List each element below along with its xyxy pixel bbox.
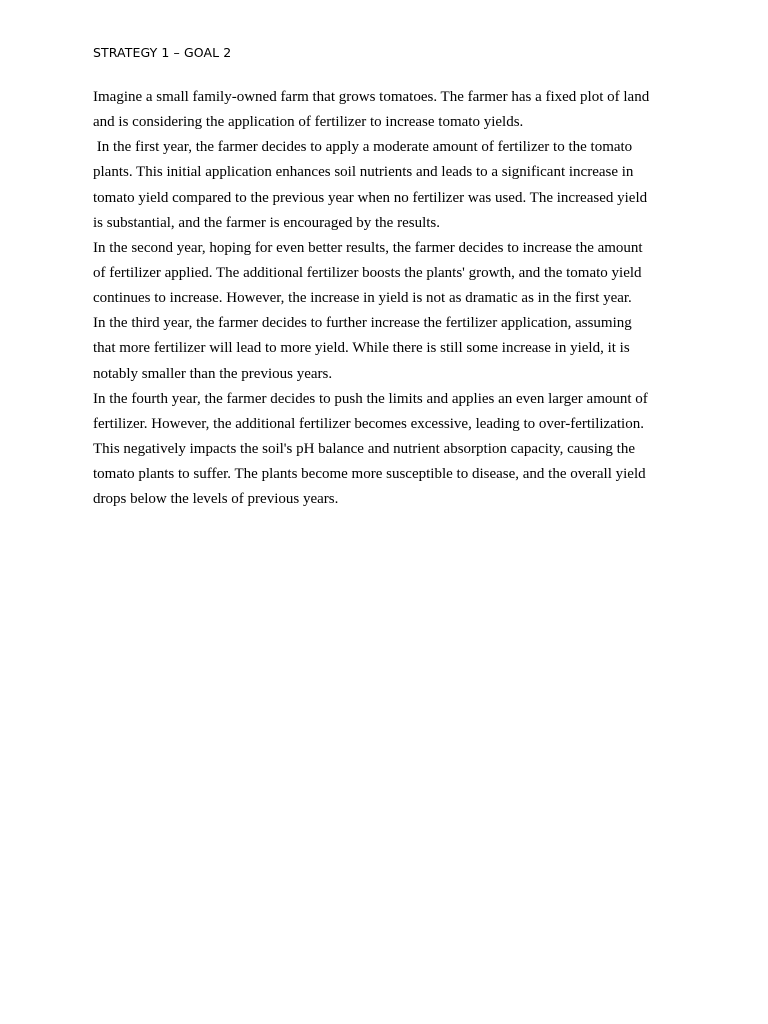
paragraph-line: Imagine a small family-owned farm that grows tomatoes. The farmer has a fixed plot of land: [93, 89, 650, 105]
paragraph-line: is substantial, and the farmer is encouraged by the results.: [93, 214, 440, 231]
paragraph-line: plants. This initial application enhances soil nutrients and leads to a significant increase in: [93, 164, 634, 181]
paragraph-line: fertilizer. However, the additional fertilizer becomes excessive, leading to over-fertilization.: [93, 415, 644, 432]
paragraph-line: tomato yield compared to the previous year when no fertilizer was used. The increased yield: [93, 189, 648, 206]
paragraph-line: that more fertilizer will lead to more yield. While there is still some increase in yield, it is: [93, 340, 630, 357]
document-body: [93, 85, 693, 512]
paragraph-line: This negatively impacts the soil's pH balance and nutrient absorption capacity, causing the: [93, 440, 635, 457]
paragraph-line: tomato plants to suffer. The plants become more susceptible to disease, and the overall yield: [93, 466, 646, 483]
document-header: STRATEGY 1 – GOAL 2: [93, 45, 232, 60]
paragraph-line: In the first year, the farmer decides to apply a moderate amount of fertilizer to the tomato: [93, 139, 633, 156]
paragraph-line: notably smaller than the previous years.: [93, 365, 333, 382]
paragraph-line: continues to increase. However, the increase in yield is not as dramatic as in the first year.: [93, 290, 632, 307]
paragraph-line: drops below the levels of previous years.: [93, 491, 339, 508]
paragraph-line: of fertilizer applied. The additional fertilizer boosts the plants' growth, and the tomato yield: [93, 264, 642, 281]
paragraph-line: In the third year, the farmer decides to further increase the fertilizer application, assuming: [93, 315, 632, 332]
paragraph-line: In the second year, hoping for even better results, the farmer decides to increase the amount: [93, 239, 643, 256]
paragraph-line: and is considering the application of fertilizer to increase tomato yields.: [93, 114, 524, 131]
paragraph-line: In the fourth year, the farmer decides to push the limits and applies an even larger amount of: [93, 390, 648, 407]
